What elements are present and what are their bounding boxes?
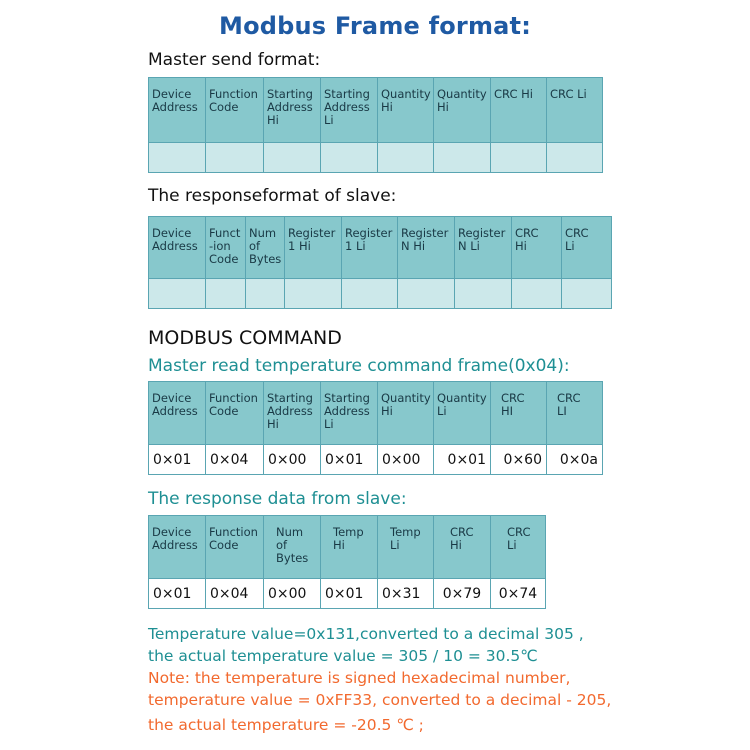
value-cell: [321, 143, 378, 173]
column-label: Device Address: [152, 87, 198, 114]
column-label: Temp Hi: [333, 525, 364, 552]
header-cell: [149, 516, 206, 579]
response-data-heading: The response data from slave:: [148, 489, 407, 509]
column-label: CRC Li: [565, 226, 589, 253]
modbus-command-heading: MODBUS COMMAND: [148, 327, 342, 349]
header-cell: [434, 382, 491, 445]
value-cell: [206, 279, 246, 309]
response-data-table: [148, 515, 546, 609]
header-cell: [512, 217, 562, 279]
column-label: Register N Li: [458, 226, 506, 253]
column-label: Num of Bytes: [249, 226, 282, 266]
value-cell: 0×01: [321, 579, 378, 609]
header-cell: [206, 78, 264, 143]
column-label: Quantity Li: [437, 391, 487, 418]
master-send-table: [148, 77, 603, 173]
value-cell: [455, 279, 512, 309]
column-label: Starting Address Hi: [267, 87, 313, 127]
column-label: Temp Li: [390, 525, 421, 552]
read-temp-heading: Master read temperature command frame(0x04):: [148, 356, 570, 376]
header-cell: [321, 78, 378, 143]
temperature-note-line-1: Temperature value=0x131,converted to a decimal 305 ,: [148, 625, 584, 643]
value-cell: [206, 143, 264, 173]
value-cell: [434, 143, 491, 173]
slave-response-table: [148, 216, 612, 309]
column-label: Quantity Hi: [381, 391, 431, 418]
column-label: CRC LI: [557, 391, 581, 418]
value-cell: [264, 143, 321, 173]
header-cell: [491, 78, 547, 143]
header-cell: [206, 382, 264, 445]
temperature-note-line-2: the actual temperature value = 305 / 10 = 30.5℃: [148, 647, 538, 665]
value-cell: 0×79: [434, 579, 491, 609]
column-label: Function Code: [209, 87, 258, 114]
column-label: Register N Hi: [401, 226, 449, 253]
read-temp-table: [148, 381, 603, 475]
value-cell: 0×01: [149, 579, 206, 609]
header-cell: [547, 78, 603, 143]
header-cell: [149, 217, 206, 279]
value-cell: [398, 279, 455, 309]
value-cell: 0×01: [434, 445, 491, 475]
signed-note-line-1: Note: the temperature is signed hexadecimal number,: [148, 669, 571, 687]
column-label: CRC Li: [507, 525, 531, 552]
value-cell: 0×74: [491, 579, 546, 609]
value-cell: [342, 279, 398, 309]
column-label: Num of Bytes: [276, 525, 309, 565]
value-cell: 0×01: [149, 445, 206, 475]
header-cell: [206, 217, 246, 279]
column-label: CRC Hi: [515, 226, 539, 253]
value-cell: 0×00: [264, 445, 321, 475]
value-cell: [285, 279, 342, 309]
column-label: Funct -ion Code: [209, 226, 241, 266]
header-cell: [455, 217, 512, 279]
value-cell: [562, 279, 612, 309]
header-cell: [491, 382, 547, 445]
value-cell: [378, 143, 434, 173]
header-cell: [264, 516, 321, 579]
value-cell: [149, 279, 206, 309]
header-cell: [491, 516, 546, 579]
value-cell: 0×01: [321, 445, 378, 475]
value-cell: 0×31: [378, 579, 434, 609]
column-label: CRC Li: [550, 87, 587, 101]
signed-note-line-3: the actual temperature = -20.5 ℃ ;: [148, 716, 424, 734]
value-cell: 0×00: [264, 579, 321, 609]
column-label: Function Code: [209, 525, 258, 552]
master-send-heading: Master send format:: [148, 50, 321, 70]
column-label: CRC HI: [501, 391, 525, 418]
column-label: Starting Address Hi: [267, 391, 313, 431]
column-label: Quantity Hi: [381, 87, 431, 114]
signed-note-line-2: temperature value = 0xFF33, converted to a decimal - 205,: [148, 691, 612, 709]
value-cell: [547, 143, 603, 173]
header-cell: [398, 217, 455, 279]
column-label: Register 1 Hi: [288, 226, 336, 253]
column-label: Starting Address Li: [324, 87, 370, 127]
value-cell: 0×0a: [547, 445, 603, 475]
column-label: CRC Hi: [450, 525, 474, 552]
column-label: Starting Address Li: [324, 391, 370, 431]
column-label: Device Address: [152, 226, 198, 253]
header-cell: [321, 382, 378, 445]
header-cell: [149, 78, 206, 143]
value-cell: 0×04: [206, 445, 264, 475]
page-title: Modbus Frame format:: [218, 12, 532, 40]
value-cell: 0×60: [491, 445, 547, 475]
header-cell: [246, 217, 285, 279]
header-cell: [378, 516, 434, 579]
header-cell: [285, 217, 342, 279]
header-cell: [562, 217, 612, 279]
value-cell: [246, 279, 285, 309]
value-cell: [149, 143, 206, 173]
header-cell: [434, 78, 491, 143]
column-label: Device Address: [152, 525, 198, 552]
value-cell: 0×00: [378, 445, 434, 475]
header-cell: [321, 516, 378, 579]
header-cell: [264, 382, 321, 445]
header-cell: [342, 217, 398, 279]
header-cell: [378, 382, 434, 445]
column-label: Quantity Hi: [437, 87, 487, 114]
column-label: Device Address: [152, 391, 198, 418]
header-cell: [149, 382, 206, 445]
header-cell: [434, 516, 491, 579]
header-cell: [547, 382, 603, 445]
column-label: Register 1 Li: [345, 226, 393, 253]
header-cell: [206, 516, 264, 579]
column-label: Function Code: [209, 391, 258, 418]
value-cell: 0×04: [206, 579, 264, 609]
value-cell: [512, 279, 562, 309]
header-cell: [378, 78, 434, 143]
column-label: CRC Hi: [494, 87, 533, 101]
slave-response-heading: The responseformat of slave:: [148, 186, 397, 206]
header-cell: [264, 78, 321, 143]
value-cell: [491, 143, 547, 173]
